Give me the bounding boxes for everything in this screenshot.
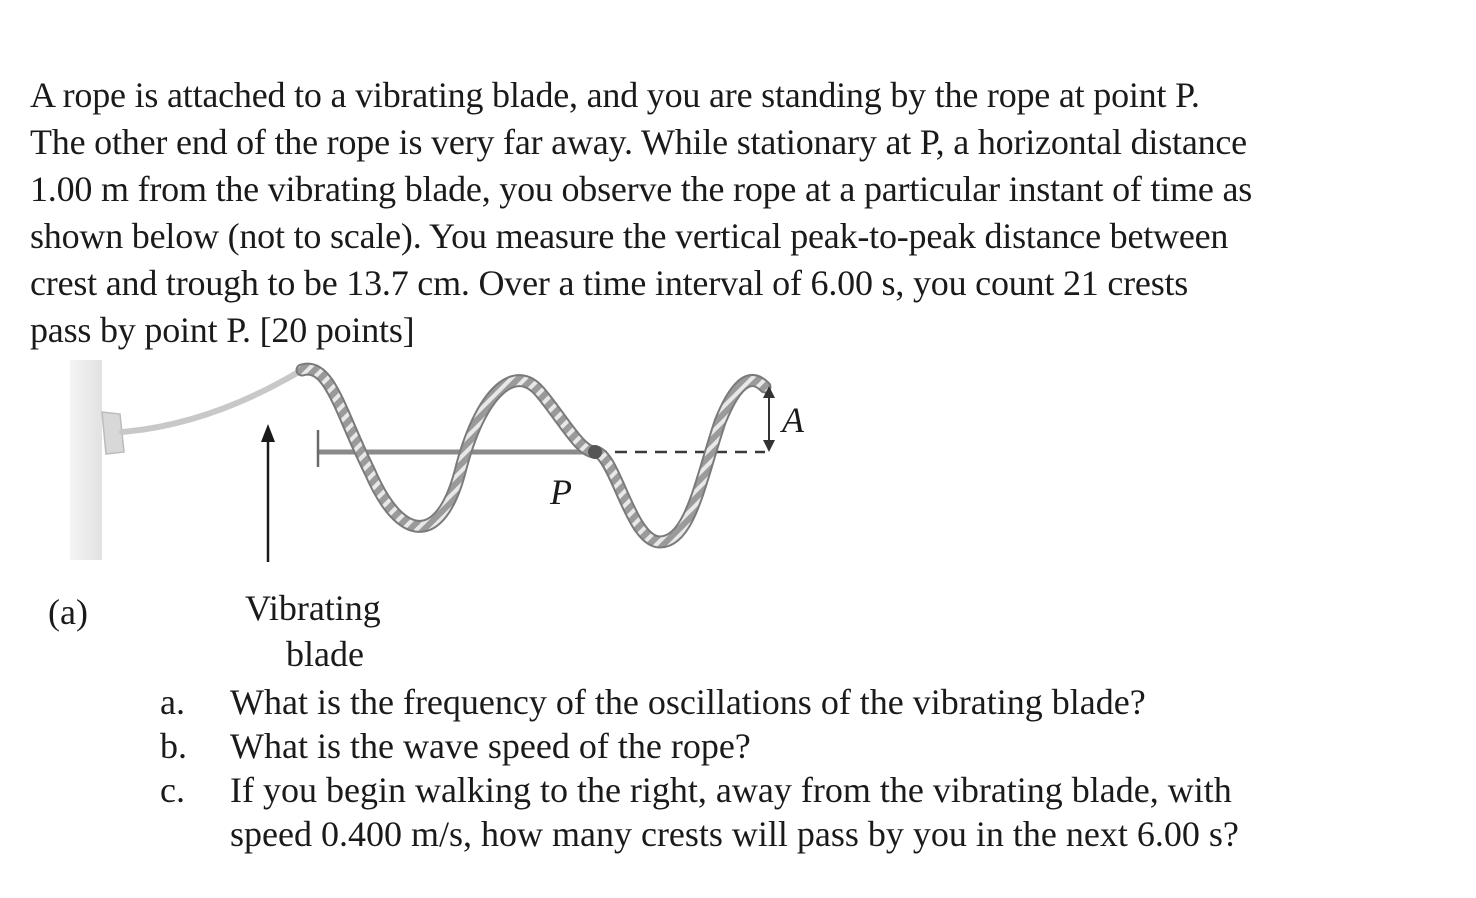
wall-mount (70, 360, 102, 560)
question-b (160, 724, 1450, 768)
problem-statement (30, 72, 1450, 354)
point-p-marker (588, 445, 602, 459)
problem-line: 1.00 m from the vibrating blade, you observe the rope at a particular instant of time as (30, 169, 1253, 209)
question-letter: a. (160, 682, 185, 722)
blade-arm (122, 370, 302, 432)
blade-pointer-arrowhead (261, 424, 275, 442)
question-text: What is the frequency of the oscillations of the vibrating blade? (230, 682, 1146, 722)
amplitude-arrow-down (763, 440, 775, 452)
question-text-line2: speed 0.400 m/s, how many crests will pass by you in the next 6.00 s? (230, 814, 1239, 854)
point-p-label: P (550, 472, 572, 512)
problem-line: crest and trough to be 13.7 cm. Over a time interval of 6.00 s, you count 21 crests (30, 263, 1189, 303)
question-letter: b. (160, 726, 187, 766)
blade-label-line2: blade (286, 634, 364, 674)
problem-line: A rope is attached to a vibrating blade, and you are standing by the rope at point P. (30, 75, 1200, 115)
problem-line: The other end of the rope is very far away. While stationary at P, a horizontal distance (30, 122, 1247, 162)
panel-label: (a) (48, 592, 88, 632)
rope-wave-figure (40, 352, 820, 682)
question-list (160, 680, 1450, 856)
problem-line: shown below (not to scale). You measure the vertical peak-to-peak distance between (30, 216, 1229, 256)
question-c (160, 768, 1450, 856)
question-text: What is the wave speed of the rope? (230, 726, 751, 766)
problem-line: pass by point P. [20 points] (30, 310, 415, 350)
question-text-line1: If you begin walking to the right, away from the vibrating blade, with (230, 770, 1232, 810)
question-letter: c. (160, 770, 185, 810)
blade-label-line1: Vibrating (245, 588, 381, 628)
question-a (160, 680, 1450, 724)
rope-wave-diagram (40, 352, 820, 682)
amplitude-label: A (782, 400, 804, 440)
rope-outline (302, 369, 765, 542)
question-text (230, 768, 1450, 856)
